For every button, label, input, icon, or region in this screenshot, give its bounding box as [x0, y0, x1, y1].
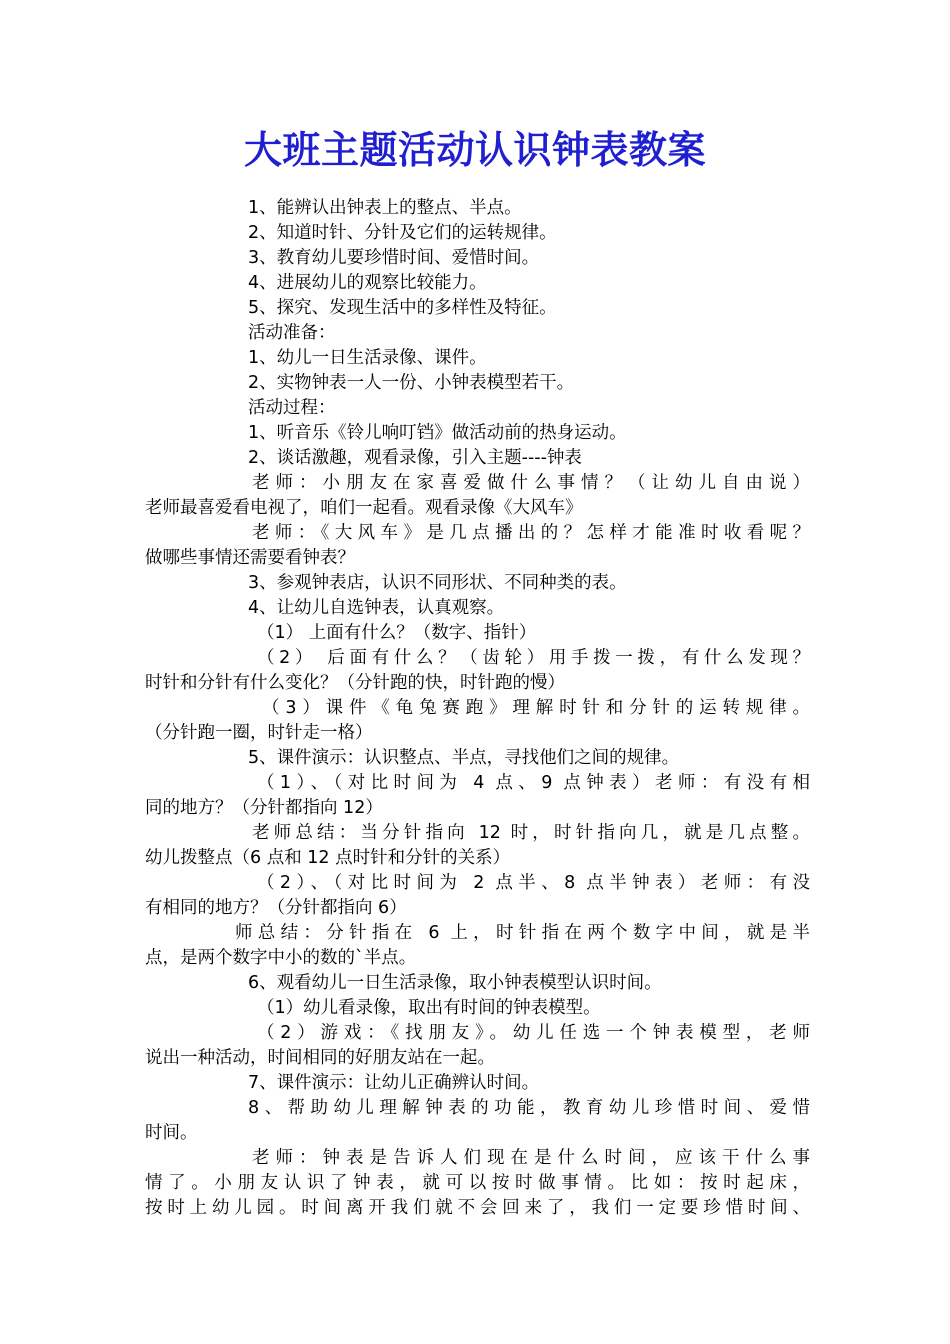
- text-line: 幼儿拨整点（6 点和 12 点时针和分针的关系）: [145, 848, 511, 868]
- text-line: 1、幼儿一日生活录像、课件。: [248, 348, 487, 368]
- text-line: 8、帮助幼儿理解钟表的功能，教育幼儿珍惜时间、爱惜: [248, 1098, 810, 1118]
- section-heading: 活动准备：: [248, 323, 336, 343]
- text-line: （2）、（对比时间为 2 点半、8 点半钟表）老师：有没: [257, 873, 810, 893]
- text-line: 点，是两个数字中小的数的`半点。: [145, 948, 417, 968]
- text-line: 时间。: [145, 1123, 198, 1143]
- text-line: 老师：小朋友在家喜爱做什么事情？（让幼儿自由说）: [252, 473, 810, 493]
- text-line: 时针和分针有什么变化？（分针跑的快，时针跑的慢）: [145, 673, 565, 693]
- document-body: [145, 196, 810, 1221]
- text-line: 1、听音乐《铃儿响叮铛》做活动前的热身运动。: [248, 423, 627, 443]
- text-line: 做哪些事情还需要看钟表？: [145, 548, 355, 568]
- text-line: 有相同的地方？（分针都指向 6）: [145, 898, 407, 918]
- text-line: 同的地方？（分针都指向 12）: [145, 798, 383, 818]
- text-line: （分针跑一圈，时针走一格）: [145, 723, 373, 743]
- text-line: 4、让幼儿自选钟表，认真观察。: [248, 598, 505, 618]
- text-line: 5、探究、发现生活中的多样性及特征。: [248, 298, 557, 318]
- text-line: （1）幼儿看录像，取出有时间的钟表模型。: [257, 998, 601, 1018]
- text-line: 老师总结：当分针指向 12 时，时针指向几，就是几点整。: [252, 823, 810, 843]
- text-line: 情了。小朋友认识了钟表，就可以按时做事情。比如：按时起床，: [145, 1173, 810, 1193]
- text-line: 3、参观钟表店，认识不同形状、不同种类的表。: [248, 573, 627, 593]
- text-line: 2、实物钟表一人一份、小钟表模型若干。: [248, 373, 575, 393]
- text-line: 师总结：分针指在 6 上，时针指在两个数字中间，就是半: [235, 923, 810, 943]
- text-line: 老师：《大风车》是几点播出的？怎样才能准时收看呢？: [252, 523, 810, 543]
- text-line: 1、能辨认出钟表上的整点、半点。: [248, 198, 522, 218]
- text-line: 说出一种活动，时间相同的好朋友站在一起。: [145, 1048, 495, 1068]
- text-line: 7、课件演示：让幼儿正确辨认时间。: [248, 1073, 540, 1093]
- text-line: 4、进展幼儿的观察比较能力。: [248, 273, 487, 293]
- text-line: 6、观看幼儿一日生活录像，取小钟表模型认识时间。: [248, 973, 662, 993]
- text-line: 老师：钟表是告诉人们现在是什么时间，应该干什么事: [252, 1148, 810, 1168]
- text-line: （2） 后面有什么？（齿轮）用手拨一拨，有什么发现？: [257, 648, 810, 668]
- text-line: （1） 上面有什么？（数字、指针）: [257, 623, 537, 643]
- text-line: 老师最喜爱看电视了，咱们一起看。观看录像《大风车》: [145, 498, 583, 518]
- text-line: 5、课件演示：认识整点、半点，寻找他们之间的规律。: [248, 748, 680, 768]
- document-title: 大班主题活动认识钟表教案: [243, 127, 706, 172]
- text-line: （2）游戏：《找朋友》。幼儿任选一个钟表模型，老师: [257, 1023, 810, 1043]
- text-line: 2、知道时针、分针及它们的运转规律。: [248, 223, 557, 243]
- text-line: 按时上幼儿园。时间离开我们就不会回来了，我们一定要珍惜时间、: [145, 1198, 810, 1218]
- section-heading: 活动过程：: [248, 398, 336, 418]
- text-line: 3、教育幼儿要珍惜时间、爱惜时间。: [248, 248, 540, 268]
- text-line: （3）课件《龟兔赛跑》理解时针和分针的运转规律。: [262, 698, 810, 718]
- text-line: （1）、（对比时间为 4 点、9 点钟表）老师：有没有相: [257, 773, 810, 793]
- text-line: 2、谈话激趣，观看录像，引入主题----钟表: [248, 448, 582, 468]
